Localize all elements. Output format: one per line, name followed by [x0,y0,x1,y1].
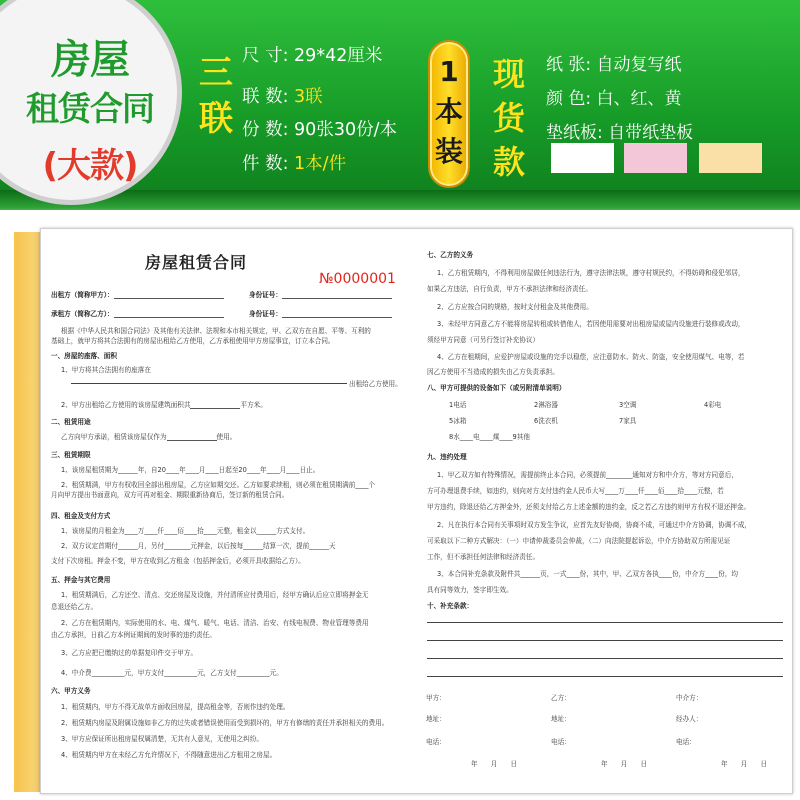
section-6-heading: 六、甲方义务 [51,687,91,695]
date-agent: 年 月 日 [721,760,768,768]
section-2-item-1: 乙方向甲方承诺，租赁该房屋仅作为 使用。 [61,433,237,441]
section-5-item-2b: 由乙方承担，日前乙方本例证期间的发时事的违约责任。 [51,631,216,639]
phone-a: 电话： [426,738,446,746]
party-b-label: 承租方（简称乙方）： [51,310,224,318]
banner-title-line-1: 房屋 [51,37,129,83]
contract-number: №0000001 [319,271,396,287]
fill-line [71,383,347,384]
section-5-item-2a: 2、乙方在租赁期内，实际使用的水、电、煤气、暖气、电话、清洁、治安、有线电视费、物业管理等费用 [61,619,369,627]
phone-agent: 电话： [676,738,696,746]
swatch-red [624,143,687,173]
equipment-row-2: 5冰箱 6洗衣机 7家具 [449,417,637,425]
section-2-heading: 二、租赁用途 [51,418,91,426]
section-3-item-2a: 2、租赁期满，甲方有权收回全部出租房屋，乙方应如期交还。乙方如要求续租，则必须在租赁期满前____个 [61,481,376,489]
addr-a: 地址： [426,715,446,723]
section-7-heading: 七、乙方的义务 [427,251,474,259]
section-1-item-1b: 出租给乙方使用。 [349,380,402,388]
section-4-item-1: 1、该房屋的月租金为____万____仟____佰____拾____元整，租金以______方式支付。 [61,527,310,535]
spec-copies: 联 数: 3联 [242,87,323,107]
section-7-item-1b: 如果乙方违法，自行负责，甲方不承担法律和经济责任。 [427,285,592,293]
supplement-line-1 [427,622,783,623]
section-5-item-1b: 息退还给乙方。 [51,603,98,611]
spec-sheets: 份 数: 90张30份/本 [242,120,397,140]
section-10-heading: 十、补充条款： [427,602,474,610]
intro-line-2: 基础上，就甲方将其合法拥有的房屋出租给乙方使用，乙方承租使用甲方房屋事宜，订立本合同。 [51,337,335,345]
section-6-item-2: 2、租赁期内房屋及附属设施如非乙方的过失或者错误使用而受到损坏的，甲方有修缮的责任并承担相关的费用。 [61,719,389,727]
equipment-row-3: 8水____电____煤____9其他 [449,433,530,441]
spec-size: 尺 寸: 29*42厘米 [242,46,383,66]
section-1-item-2: 2、甲方出租给乙方使用的该房屋建筑面积共 平方米。 [61,401,267,409]
section-5-heading: 五、押金与其它费用 [51,576,111,584]
section-9-item-1b: 方可办理退费手续，如违约，则向对方支付违约金人民币大写____万____仟____佰____拾____元整，若 [427,487,724,495]
section-4-item-2a: 2、双方议定首期付______月，另付________元押金，以后按每______结算一次，提前______天 [61,542,336,550]
supplement-line-2 [427,640,783,641]
section-4-heading: 四、租金及支付方式 [51,512,111,520]
spec-pieces: 件 数: 1本/件 [242,154,347,174]
paper-board: 垫纸板: 自带纸垫板 [546,123,694,143]
section-7-item-4b: 因乙方使用不当造成的损失由乙方负责承担。 [427,368,559,376]
swatch-white [551,143,614,173]
pack-badge-text: 1 本 装 [434,55,463,168]
id-label-a: 身份证号： [249,291,392,299]
section-5-item-4: 4、中介费__________元，甲方支付__________元，乙方支付__________元。 [61,669,283,677]
section-9-item-2c: 工作，但不承担任何法律和经济责任。 [427,553,540,561]
section-9-item-1a: 1、甲乙双方如有特殊情况，需提前终止本合同，必须提前________通知对方和中介方，等对方同意后， [437,471,738,479]
section-9-item-3b: 具有同等效力，签字即生效。 [427,586,513,594]
sanlian-label: 三 联 [199,53,233,139]
id-label-b: 身份证号： [249,310,392,318]
date-a: 年 月 日 [471,760,518,768]
section-1-heading: 一、房屋的座落、面积 [51,352,117,360]
section-3-item-2b: 月向甲方提出书面意向，双方可再对租金、期限重新协商后，签订新的租赁合同。 [51,491,289,499]
phone-b: 电话： [551,738,571,746]
in-stock-label: 现 货 款 [492,55,525,181]
section-7-item-4a: 4、乙方在租期间，应爱护房屋或设施的完手以稳偿，应注意防水、防火、防盗，安全使用煤气、电等，若 [437,353,745,361]
paper-type: 纸 张: 自动复写纸 [546,55,682,75]
banner-title-line-2: 租赁合同 [26,89,154,128]
section-5-item-1a: 1、租赁期满后，乙方还空、清点、交还房屋及设施，并付清所应付费用后，经甲方确认后应立即将押金无 [61,591,369,599]
section-8-heading: 八、甲方可提供的设备如下（或另附清单说明） [427,384,566,392]
section-9-item-1c: 甲方违约，除退还给乙方押金外，还须支付给乙方上述金额的违约金，反之若乙方违约则甲方有权不退还押金。 [427,503,751,511]
sig-party-a: 甲方： [426,694,446,702]
section-9-item-2a: 2、凡在执行本合同有关事项时双方发生争议，应首先友好协商，协商不成，可通过中介方协调，协调不成， [437,521,752,529]
section-4-item-2b: 支付下次房租。押金不变，甲方在收到乙方租金（包括押金后，必须开具收据给乙方）。 [51,557,305,565]
contract-title: 房屋租赁合同 [145,253,248,272]
section-6-item-4: 4、租赁期内甲方在未经乙方允许情况下，不得随意进出乙方租用之房屋。 [61,751,277,759]
agent-handler: 经办人： [676,715,703,723]
swatch-yellow [699,143,762,173]
section-7-item-3a: 3、未经甲方同意乙方不能将房屋转租或转借他人，若因使用需要对出租房屋或屋内设施进行装修或改动， [437,320,745,328]
section-7-item-1a: 1、乙方租赁期内，不得利用房屋做任何违法行为，遵守法律法规，遵守村规民约，不得妨碍和侵犯邻居， [437,269,745,277]
paper-colors: 颜 色: 白、红、黄 [546,89,682,109]
section-5-item-3: 3、乙方应把已缴纳过的单据复印件交于甲方。 [61,649,198,657]
section-7-item-3b: 须经甲方同意（可另行签订补充协议） [427,336,540,344]
section-1-item-1: 1、甲方将其合法拥有的座落在 [61,366,151,374]
sig-party-b: 乙方： [551,694,571,702]
supplement-line-3 [427,658,783,659]
section-6-item-1: 1、租赁期内，甲方不得无故单方面收回房屋，提高租金等，否则作违约处理。 [61,703,290,711]
intro-line-1: 根据《中华人民共和国合同法》及其他有关法律、法规和本市相关规定，甲、乙双方在自愿、平等、互利的 [61,327,371,335]
section-9-heading: 九、违约处理 [427,453,467,461]
section-7-item-2: 2、乙方应按合同的规格，按时支付租金及其他费用。 [437,303,593,311]
section-9-item-3a: 3、本合同补充条款及附件共______页，一式____份，其中，甲、乙双方各执____份，中介方____份，均 [437,570,738,578]
supplement-line-4 [427,676,783,677]
section-3-item-1: 1、该房屋租赁期为______年，自20____年____月____日起至20____年____月____日止。 [61,466,320,474]
section-6-item-3: 3、甲方应保证所出租房屋权属清楚，无共有人意见，无使用之纠纷。 [61,735,264,743]
section-9-item-2b: 可采取以下二种方式解决：（一）申请仲裁委员会仲裁，（二）向法院提起诉讼，中介方协助双方所需见证 [427,537,731,545]
section-3-heading: 三、租赁期限 [51,451,91,459]
party-a-label: 出租方（简称甲方）： [51,291,224,299]
equipment-row-1: 1电话 2淋浴器 3空调 4彩电 [449,401,722,409]
date-b: 年 月 日 [601,760,648,768]
sig-agent: 中介方： [676,694,703,702]
product-banner [0,0,800,210]
banner-title-line-3: (大款) [42,146,138,186]
contract-sheet [40,228,793,794]
addr-b: 地址： [551,715,571,723]
